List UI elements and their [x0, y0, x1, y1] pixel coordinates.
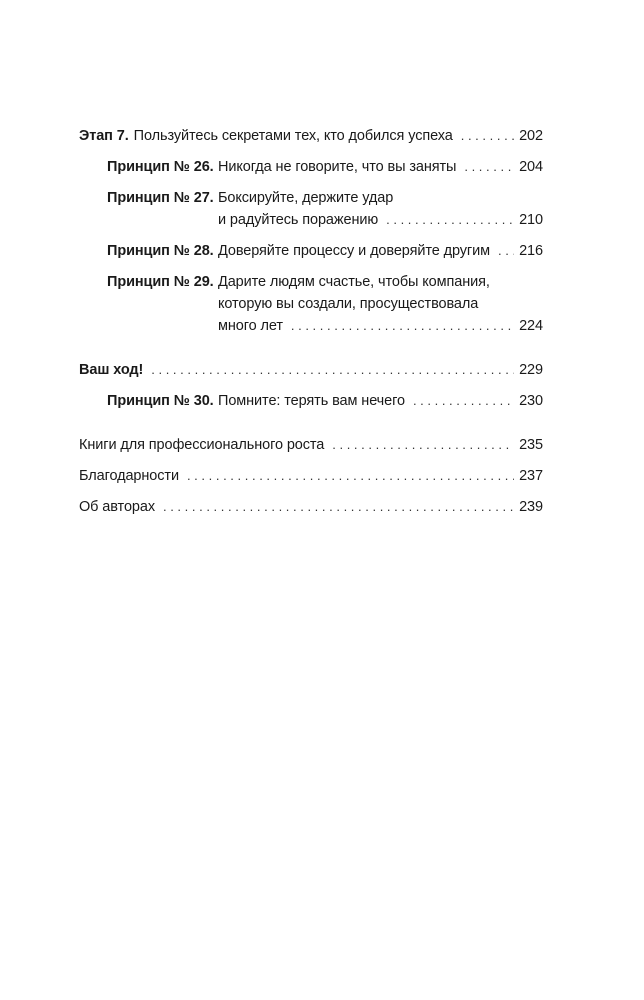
- principle-label: Принцип № 28.: [107, 243, 214, 259]
- principle-label: Принцип № 26.: [107, 159, 214, 175]
- toc-entry-stage-7[interactable]: [79, 125, 543, 147]
- page-number: 229: [519, 362, 543, 378]
- dot-leader: [291, 315, 514, 337]
- page-number: 210: [519, 212, 543, 228]
- table-of-contents: [79, 125, 543, 518]
- section-label: Книги для профессионального роста: [79, 437, 325, 453]
- principle-title-line-1: Боксируйте, держите удар: [218, 190, 394, 206]
- principle-label: Принцип № 29.: [107, 274, 214, 290]
- principle-title-line-2: которую вы создали, просуществовала: [218, 296, 479, 312]
- toc-entry-your-move[interactable]: [79, 359, 543, 381]
- principle-label: Принцип № 27.: [107, 190, 214, 206]
- page-number: 230: [519, 393, 543, 409]
- stage-title: Пользуйтесь секретами тех, кто добился успеха: [133, 128, 453, 144]
- dot-leader: [151, 359, 514, 381]
- dot-leader: [386, 209, 514, 231]
- page-number: 239: [519, 499, 543, 515]
- stage-label: Этап 7.: [79, 128, 129, 144]
- principle-title: Помните: терять вам нечего: [218, 393, 405, 409]
- dot-leader: [163, 496, 514, 518]
- page-number: 202: [519, 128, 543, 144]
- principle-title-line-1: Дарите людям счастье, чтобы компания,: [218, 274, 490, 290]
- principle-title-line-2: и радуйтесь поражению: [218, 212, 379, 228]
- dot-leader: [461, 125, 514, 147]
- dot-leader: [187, 465, 514, 487]
- dot-leader: [413, 390, 514, 412]
- toc-entry-principle-28[interactable]: [107, 240, 543, 262]
- section-label: Ваш ход!: [79, 362, 144, 378]
- section-label: Благодарности: [79, 468, 179, 484]
- page-number: 237: [519, 468, 543, 484]
- dot-leader: [464, 156, 514, 178]
- page-number: 235: [519, 437, 543, 453]
- toc-entry-principle-27[interactable]: [107, 187, 543, 231]
- dot-leader: [498, 240, 514, 262]
- principle-title-line-3: много лет: [218, 318, 283, 334]
- dot-leader: [332, 434, 514, 456]
- toc-entry-acknowledgements[interactable]: [79, 465, 543, 487]
- principle-title: Доверяйте процессу и доверяйте другим: [218, 243, 490, 259]
- toc-entry-about-authors[interactable]: [79, 496, 543, 518]
- toc-entry-books[interactable]: [79, 434, 543, 456]
- toc-entry-principle-30[interactable]: [107, 390, 543, 412]
- page-number: 224: [519, 318, 543, 334]
- page-number: 216: [519, 243, 543, 259]
- toc-entry-principle-29[interactable]: [107, 271, 543, 337]
- section-label: Об авторах: [79, 499, 155, 515]
- principle-title: Никогда не говорите, что вы заняты: [218, 159, 457, 175]
- toc-entry-principle-26[interactable]: [107, 156, 543, 178]
- page-number: 204: [519, 159, 543, 175]
- principle-label: Принцип № 30.: [107, 393, 214, 409]
